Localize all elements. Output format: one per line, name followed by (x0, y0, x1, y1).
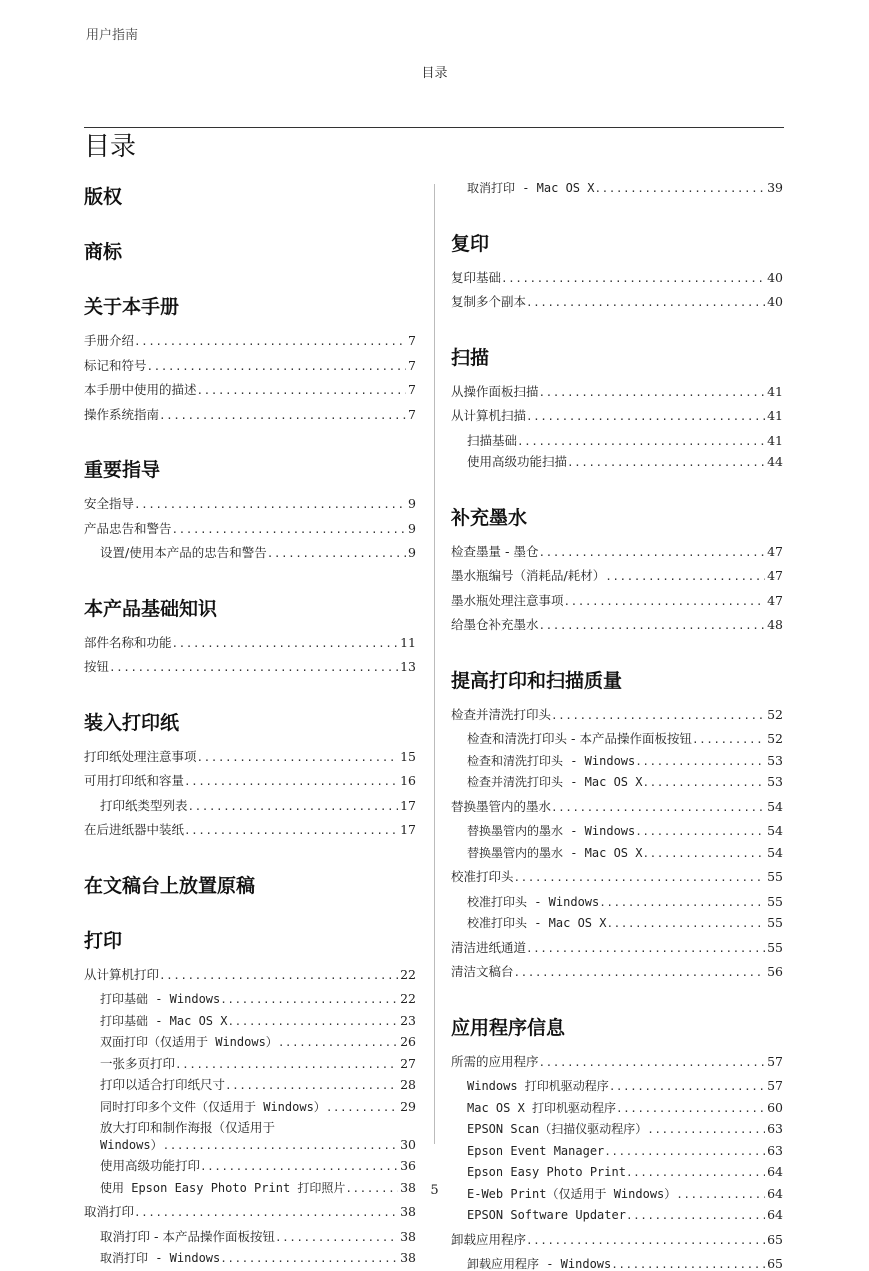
toc-entry-text: 可用打印纸和容量 (84, 773, 185, 788)
toc-leader-dots (184, 825, 398, 836)
toc-entry-text: 本手册中使用的描述 (84, 382, 197, 397)
toc-page-number: 9 (408, 496, 416, 511)
toc-entry-text: Epson Event Manager (467, 1143, 605, 1158)
toc-leader-dots (501, 273, 765, 284)
toc-subentry[interactable] (451, 1080, 783, 1093)
toc-entry-text: EPSON Software Updater (467, 1208, 626, 1222)
toc-leader-dots (197, 385, 407, 396)
toc-leader-dots (526, 943, 765, 954)
toc-leader-dots (611, 1259, 765, 1270)
toc-page-number: 63 (767, 1121, 783, 1136)
toc-leader-dots (539, 1057, 766, 1068)
toc-page-number: 41 (767, 432, 783, 448)
toc-subentry[interactable] (451, 432, 783, 448)
toc-page-number: 17 (400, 822, 416, 837)
toc-entry[interactable] (84, 748, 416, 764)
toc-entry-text: 扫描基础 (467, 432, 518, 448)
toc-page-number: 55 (767, 939, 783, 955)
toc-section-heading: 提高打印和扫描质量 (451, 669, 623, 692)
toc-entry-text: 所需的应用程序 (451, 1053, 539, 1069)
toc-leader-dots (626, 1210, 765, 1221)
toc-entry[interactable] (84, 498, 416, 511)
toc-subentry[interactable] (84, 797, 416, 813)
toc-leader-dots (134, 336, 406, 347)
toc-page-number: 40 (767, 269, 783, 285)
toc-subentry[interactable] (451, 733, 783, 746)
toc-entry-text: 检查和清洗打印头 - 本产品操作面板按钮 (467, 731, 692, 746)
toc-subentry[interactable] (451, 1258, 783, 1271)
toc-page-number: 60 (767, 1099, 783, 1115)
toc-entry-text: 在后进纸器中装纸 (84, 822, 185, 837)
page-title: 目录 (84, 132, 137, 162)
toc-leader-dots (564, 596, 766, 607)
toc-entry-text: 按钮 (84, 659, 110, 674)
toc-page-number: 48 (767, 617, 783, 632)
toc-entry-text: 打印基础 - Mac OS X (100, 1013, 228, 1028)
toc-subentry[interactable] (451, 1099, 783, 1115)
toc-entry-text: 打印以适合打印纸尺寸 (100, 1077, 226, 1092)
toc-entry-text: 给墨仓补充墨水 (451, 617, 539, 632)
toc-page-number: 41 (767, 408, 783, 423)
toc-entry-text: 操作系统指南 (84, 406, 160, 422)
toc-subentry[interactable] (451, 1209, 783, 1222)
toc-page-number: 57 (767, 1078, 783, 1093)
toc-leader-dots (134, 499, 406, 510)
toc-page-number: 7 (408, 357, 416, 373)
toc-leader-dots (642, 777, 765, 788)
toc-subentry[interactable] (451, 1166, 783, 1179)
toc-entry-text: 手册介绍 (84, 333, 135, 348)
toc-section-heading: 版权 (84, 186, 123, 208)
toc-entry[interactable] (84, 357, 416, 373)
toc-page-number: 55 (767, 915, 783, 930)
toc-section-heading: 重要指导 (84, 459, 161, 481)
toc-section-heading: 打印 (84, 929, 123, 952)
toc-leader-dots (526, 1235, 765, 1246)
toc-leader-dots (605, 571, 765, 582)
toc-leader-dots (172, 524, 407, 535)
toc-page-number: 39 (767, 180, 783, 195)
toc-page-number: 13 (400, 659, 416, 674)
toc-entry-text: 卸载应用程序 - Windows (467, 1257, 612, 1271)
toc-page-number: 38 (400, 1250, 416, 1265)
toc-page-number: 47 (767, 543, 783, 559)
toc-entry-text: 设置/使用本产品的忠告和警告 (100, 545, 267, 560)
toc-entry-text: 安全指导 (84, 496, 135, 511)
toc-entry-text: 打印纸类型列表 (100, 797, 188, 813)
toc-subentry[interactable] (84, 1228, 416, 1244)
title-rule (84, 127, 784, 128)
toc-entry-text: 取消打印 - 本产品操作面板按钮 (100, 1228, 275, 1244)
toc-entry[interactable] (451, 706, 783, 722)
toc-entry-text: 复制多个副本 (451, 294, 527, 309)
toc-entry-text: 同时打印多个文件（仅适用于 Windows） (100, 1099, 326, 1114)
toc-page-number: 7 (408, 406, 416, 422)
toc-entry-text: 部件名称和功能 (84, 634, 172, 650)
toc-page-number: 65 (767, 1256, 783, 1271)
toc-leader-dots (326, 1102, 398, 1113)
toc-entry-text: 替换墨管内的墨水 - Windows (467, 824, 636, 838)
toc-entry[interactable] (451, 619, 783, 632)
toc-left-column (84, 172, 416, 1265)
toc-leader-dots (539, 387, 766, 398)
toc-leader-dots (159, 970, 398, 981)
toc-leader-dots (200, 1161, 398, 1172)
toc-entry[interactable] (84, 406, 416, 422)
page-number: 5 (430, 1183, 439, 1198)
toc-subentry[interactable] (451, 825, 783, 838)
toc-page-number: 52 (767, 731, 783, 746)
toc-entry[interactable] (84, 384, 416, 397)
toc-entry-text: EPSON Scan（扫描仪驱动程序） (467, 1122, 648, 1136)
toc-leader-dots (538, 547, 765, 558)
toc-leader-dots (626, 1167, 765, 1178)
toc-page-number: 55 (767, 893, 783, 909)
toc-section-heading: 关于本手册 (84, 296, 180, 318)
toc-entry-text: 检查墨量 - 墨仓 (451, 543, 539, 559)
toc-entry-text: Epson Easy Photo Print (467, 1165, 626, 1179)
toc-entry-text: 取消打印 - Windows (100, 1251, 221, 1265)
toc-entry-text: 一张多页打印 (100, 1055, 176, 1071)
toc-right-column (451, 172, 783, 1271)
toc-entry[interactable] (84, 824, 416, 837)
toc-leader-dots (197, 752, 399, 763)
toc-leader-dots (594, 183, 765, 194)
toc-subentry[interactable] (451, 1123, 783, 1136)
toc-page-number: 63 (767, 1142, 783, 1158)
toc-leader-dots (692, 734, 765, 745)
toc-leader-dots (635, 826, 765, 837)
toc-entry-text: 检查和清洗打印头 - Windows (467, 753, 636, 768)
toc-entry[interactable] (451, 966, 783, 979)
toc-page-number: 38 (400, 1204, 416, 1219)
toc-entry[interactable] (84, 775, 416, 788)
toc-page-number: 17 (400, 797, 416, 813)
toc-page-number: 22 (400, 991, 416, 1006)
toc-section-heading: 装入打印纸 (84, 711, 180, 734)
toc-page-number: 65 (767, 1231, 783, 1247)
toc-entry-text: 校准打印头 - Windows (467, 894, 600, 909)
toc-page-number: 54 (767, 844, 783, 860)
toc-entry-text: Windows 打印机驱动程序 (467, 1079, 609, 1093)
toc-page-number: 53 (767, 774, 783, 789)
toc-section-heading: 复印 (451, 232, 490, 255)
toc-leader-dots (147, 361, 407, 372)
toc-subentry[interactable] (451, 917, 783, 930)
toc-leader-dots (604, 1146, 765, 1157)
toc-entry-text: 墨水瓶编号（消耗品/耗材） (451, 568, 606, 583)
toc-subentry[interactable] (84, 1098, 416, 1114)
toc-entry[interactable] (84, 1206, 416, 1219)
toc-entry[interactable] (451, 939, 783, 955)
toc-page-number: 55 (767, 869, 783, 884)
toc-section-heading: 商标 (84, 241, 123, 263)
toc-subentry[interactable] (84, 1036, 416, 1049)
toc-entry-text: 替换墨管内的墨水 - Mac OS X (467, 845, 643, 860)
toc-leader-dots (184, 776, 398, 787)
toc-entry[interactable] (451, 1231, 783, 1247)
toc-entry-text: 从操作面板扫描 (451, 383, 539, 399)
toc-subentry[interactable] (84, 993, 416, 1006)
toc-entry[interactable] (451, 1053, 783, 1069)
toc-page-number: 7 (408, 382, 416, 397)
toc-leader-dots (278, 1037, 398, 1048)
toc-leader-dots (517, 436, 765, 447)
toc-subentry[interactable] (451, 776, 783, 789)
toc-entry-text: E-Web Print（仅适用于 Windows） (467, 1186, 677, 1201)
toc-leader-dots (275, 1232, 398, 1243)
toc-page-number: 47 (767, 592, 783, 608)
toc-entry[interactable] (451, 269, 783, 285)
toc-entry-text: 复印基础 (451, 269, 502, 285)
toc-entry[interactable] (84, 661, 416, 674)
toc-leader-dots (616, 1103, 765, 1114)
toc-entry-text: 使用高级功能扫描 (467, 454, 568, 469)
toc-page-number: 9 (408, 520, 416, 536)
toc-subentry[interactable] (451, 752, 783, 768)
toc-entry[interactable] (451, 592, 783, 608)
toc-page-number: 30 (400, 1136, 416, 1152)
toc-entry-text: 使用高级功能打印 (100, 1158, 201, 1173)
toc-leader-dots (225, 1080, 398, 1091)
toc-leader-dots (647, 1124, 765, 1135)
toc-leader-dots (514, 967, 766, 978)
toc-page-number: 64 (767, 1164, 783, 1179)
toc-page-number: 22 (400, 966, 416, 982)
toc-leader-dots (514, 872, 766, 883)
toc-page-number: 36 (400, 1158, 416, 1173)
toc-entry-text: 取消打印 (84, 1204, 135, 1219)
toc-page-number: 15 (400, 748, 416, 764)
toc-page-number: 56 (767, 964, 783, 979)
toc-page-number: 53 (767, 752, 783, 768)
toc-leader-dots (220, 1253, 398, 1264)
toc-leader-dots (526, 297, 765, 308)
toc-page-number: 54 (767, 823, 783, 838)
toc-subentry[interactable] (84, 1079, 416, 1092)
toc-page-number: 27 (400, 1055, 416, 1071)
toc-entry[interactable] (451, 543, 783, 559)
section-header: 目录 (421, 66, 448, 81)
toc-leader-dots (163, 1140, 399, 1151)
toc-page-number: 40 (767, 294, 783, 309)
toc-section-heading: 在文稿台上放置原稿 (84, 874, 256, 897)
toc-page-number: 47 (767, 568, 783, 583)
toc-subentry[interactable] (84, 547, 416, 560)
toc-entry[interactable] (84, 520, 416, 536)
toc-leader-dots (109, 662, 398, 673)
toc-page-number: 54 (767, 798, 783, 814)
toc-entry[interactable] (451, 871, 783, 884)
column-divider (434, 184, 435, 1144)
toc-page-number: 41 (767, 383, 783, 399)
toc-leader-dots (172, 638, 399, 649)
toc-page-number: 26 (400, 1034, 416, 1049)
toc-entry-continued: 放大打印和制作海报（仅适用于 (100, 1120, 276, 1135)
toc-leader-dots (539, 620, 766, 631)
toc-leader-dots (159, 410, 406, 421)
toc-entry-text: 打印纸处理注意事项 (84, 748, 197, 764)
toc-entry-text: 校准打印头 (451, 869, 514, 884)
toc-page-number: 11 (400, 634, 416, 650)
toc-page-number: 38 (400, 1228, 416, 1244)
toc-page-number: 64 (767, 1185, 783, 1201)
toc-subentry[interactable] (451, 1142, 783, 1158)
toc-page-number: 28 (400, 1077, 416, 1092)
toc-leader-dots (227, 1016, 398, 1027)
toc-entry-text: 打印基础 - Windows (100, 992, 221, 1006)
toc-leader-dots (220, 994, 398, 1005)
toc-entry-text: 清洁文稿台 (451, 964, 514, 979)
toc-leader-dots (267, 548, 406, 559)
toc-leader-dots (599, 897, 765, 908)
toc-page-number: 9 (408, 545, 416, 560)
toc-entry-text: 产品忠告和警告 (84, 520, 172, 536)
toc-leader-dots (551, 710, 765, 721)
toc-entry[interactable] (451, 798, 783, 814)
toc-entry-text: Windows） (100, 1137, 163, 1152)
toc-leader-dots (551, 802, 765, 813)
toc-subentry[interactable] (451, 893, 783, 909)
toc-entry[interactable] (451, 570, 783, 583)
toc-leader-dots (567, 457, 765, 468)
toc-subentry[interactable] (84, 1055, 416, 1071)
toc-entry[interactable] (84, 335, 416, 348)
toc-page-number: 44 (767, 454, 783, 469)
toc-subentry[interactable] (451, 456, 783, 469)
toc-page-number: 64 (767, 1207, 783, 1222)
toc-leader-dots (188, 801, 399, 812)
toc-entry-text: 从计算机扫描 (451, 408, 527, 423)
toc-entry-text: 检查并清洗打印头 - Mac OS X (467, 775, 643, 789)
toc-subentry[interactable] (451, 182, 783, 195)
toc-entry-text: 清洁进纸通道 (451, 939, 527, 955)
toc-section-heading: 补充墨水 (451, 506, 528, 529)
toc-leader-dots (526, 411, 765, 422)
toc-entry-text: 标记和符号 (84, 357, 147, 373)
toc-entry-text: 卸载应用程序 (451, 1231, 527, 1247)
toc-subentry[interactable] (84, 1136, 416, 1152)
toc-entry[interactable] (451, 296, 783, 309)
toc-page-number: 7 (408, 333, 416, 348)
toc-leader-dots (175, 1059, 398, 1070)
toc-leader-dots (134, 1207, 398, 1218)
toc-entry-text: 双面打印（仅适用于 Windows） (100, 1035, 278, 1049)
toc-entry-text: 墨水瓶处理注意事项 (451, 592, 564, 608)
toc-section-heading: 应用程序信息 (451, 1016, 566, 1039)
doc-title: 用户指南 (86, 28, 139, 43)
toc-entry-text: 检查并清洗打印头 (451, 706, 552, 722)
toc-page-number: 16 (400, 773, 416, 788)
toc-subentry[interactable] (84, 1160, 416, 1173)
toc-entry-text: 从计算机打印 (84, 966, 160, 982)
toc-page-number: 57 (767, 1053, 783, 1069)
toc-page-number: 23 (400, 1012, 416, 1028)
toc-leader-dots (635, 756, 765, 767)
toc-entry[interactable] (84, 966, 416, 982)
toc-leader-dots (609, 1081, 765, 1092)
toc-entry-text: 使用 Epson Easy Photo Print 打印照片 (100, 1180, 346, 1195)
toc-entry-text: 替换墨管内的墨水 (451, 798, 552, 814)
toc-page-number: 52 (767, 706, 783, 722)
toc-leader-dots (642, 848, 765, 859)
toc-page-number: 38 (400, 1179, 416, 1195)
toc-entry[interactable] (84, 634, 416, 650)
toc-entry-text: 校准打印头 - Mac OS X (467, 916, 607, 930)
toc-entry-text: Mac OS X 打印机驱动程序 (467, 1100, 617, 1115)
toc-section-heading: 本产品基础知识 (84, 597, 218, 620)
toc-entry-text: 取消打印 - Mac OS X (467, 181, 595, 195)
toc-page-number: 29 (400, 1098, 416, 1114)
toc-subentry[interactable] (451, 844, 783, 860)
toc-section-heading: 扫描 (451, 346, 490, 369)
toc-entry[interactable] (451, 383, 783, 399)
toc-subentry[interactable] (84, 1012, 416, 1028)
toc-entry[interactable] (451, 410, 783, 423)
toc-leader-dots (606, 918, 765, 929)
toc-subentry[interactable] (84, 1252, 416, 1265)
